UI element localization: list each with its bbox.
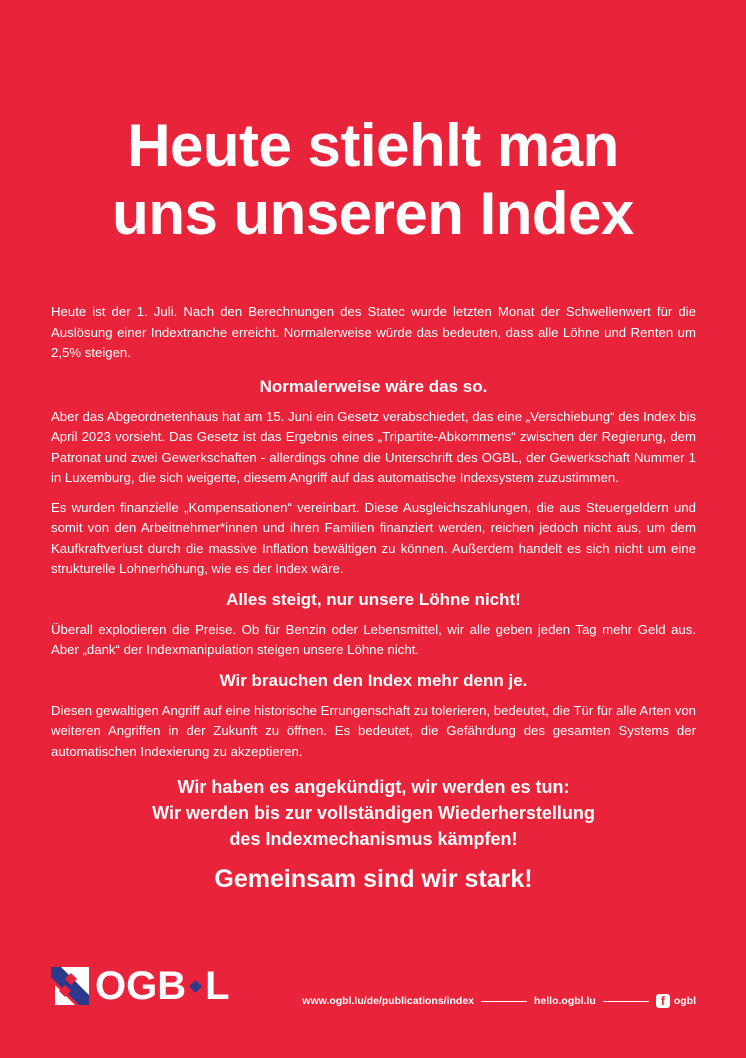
- footer-links: [302, 994, 696, 1008]
- headline-line-2: uns unseren Index: [112, 180, 634, 247]
- ogbl-emblem-icon: [51, 967, 89, 1005]
- intro-paragraph: Heute ist der 1. Juli. Nach den Berechnungen des Statec wurde letzten Monat der Schwellenwert für die Auslösung einer Indextranche erreicht. Normalerweise würde das bedeuten, dass alle Löhne und Renten um 2,5% steigen.: [51, 304, 696, 360]
- body-text: [51, 302, 696, 894]
- paragraph-law: Aber das Abgeordnetenhaus hat am 15. Juni ein Gesetz verabschiedet, das eine „Verschiebung“ des Index bis April 2023 vorsieht. Das Gesetz ist das Ergebnis eines „Tripartite-Abkommens“ zwischen der Regierung, dem Patronat und zwei Gewerkschaften - allerdings ohne die Unterschrift des OGBL, der Gewerkschaft Nummer 1 in Luxemburg, die sich weigerte, diesem Angriff auf das automatische Indexsystem zuzustimmen.: [51, 408, 696, 485]
- logo-text-ogb: OGB: [95, 964, 187, 1008]
- logo-wordmark: [95, 966, 230, 1006]
- slogan: Gemeinsam sind wir stark!: [214, 865, 533, 893]
- logo-text-l: L: [205, 964, 230, 1008]
- call-to-action: [51, 774, 696, 852]
- footer: [51, 966, 696, 1006]
- footer-divider: [603, 1001, 649, 1002]
- facebook-icon[interactable]: f: [656, 994, 670, 1008]
- ogbl-logo: [51, 966, 230, 1006]
- call-line-2: Wir werden bis zur vollständigen Wiederherstellung: [152, 803, 595, 823]
- subheading-normal: Normalerweise wäre das so.: [259, 376, 488, 396]
- paragraph-attack: Diesen gewaltigen Angriff auf eine historische Errungenschaft zu tolerieren, bedeutet, die Tür für alle Arten von weiteren Angriffen in der Zukunft zu öffnen. Es bedeutet, die Gefährdung des gesamten Systems der automatischen Indexierung zu akzeptieren.: [51, 702, 696, 759]
- footer-divider: [481, 1001, 527, 1002]
- call-line-1: Wir haben es angekündigt, wir werden es tun:: [177, 777, 570, 797]
- logo-diamond-icon: [189, 980, 202, 993]
- paragraph-compensation: Es wurden finanzielle „Kompensationen“ vereinbart. Diese Ausgleichszahlungen, die aus Steuergeldern und somit von den Arbeitnehmer*innen und ihren Familien finanziert werden, reichen jedoch nicht aus, um dem Kaufkraftverlust durch die massive Inflation bewältigen zu können. Außerdem handelt es sich nicht um eine strukturelle Lohnerhöhung, wie es der Index wäre.: [51, 499, 696, 576]
- headline-line-1: Heute stiehlt man: [127, 112, 619, 179]
- footer-email-link[interactable]: hello.ogbl.lu: [534, 995, 596, 1007]
- call-line-3: des Indexmechanismus kämpfen!: [229, 829, 518, 849]
- paragraph-prices: Überall explodieren die Preise. Ob für Benzin oder Lebensmittel, wir alle geben jeden Tag mehr Geld aus. Aber „dank“ der Indexmanipulation steigen unsere Löhne nicht.: [51, 621, 696, 657]
- footer-url-link[interactable]: www.ogbl.lu/de/publications/index: [302, 995, 474, 1007]
- headline: [0, 112, 746, 248]
- footer-facebook-link[interactable]: ogbl: [673, 995, 696, 1007]
- subheading-index: Wir brauchen den Index mehr denn je.: [219, 670, 528, 690]
- subheading-prices: Alles steigt, nur unsere Löhne nicht!: [226, 589, 521, 609]
